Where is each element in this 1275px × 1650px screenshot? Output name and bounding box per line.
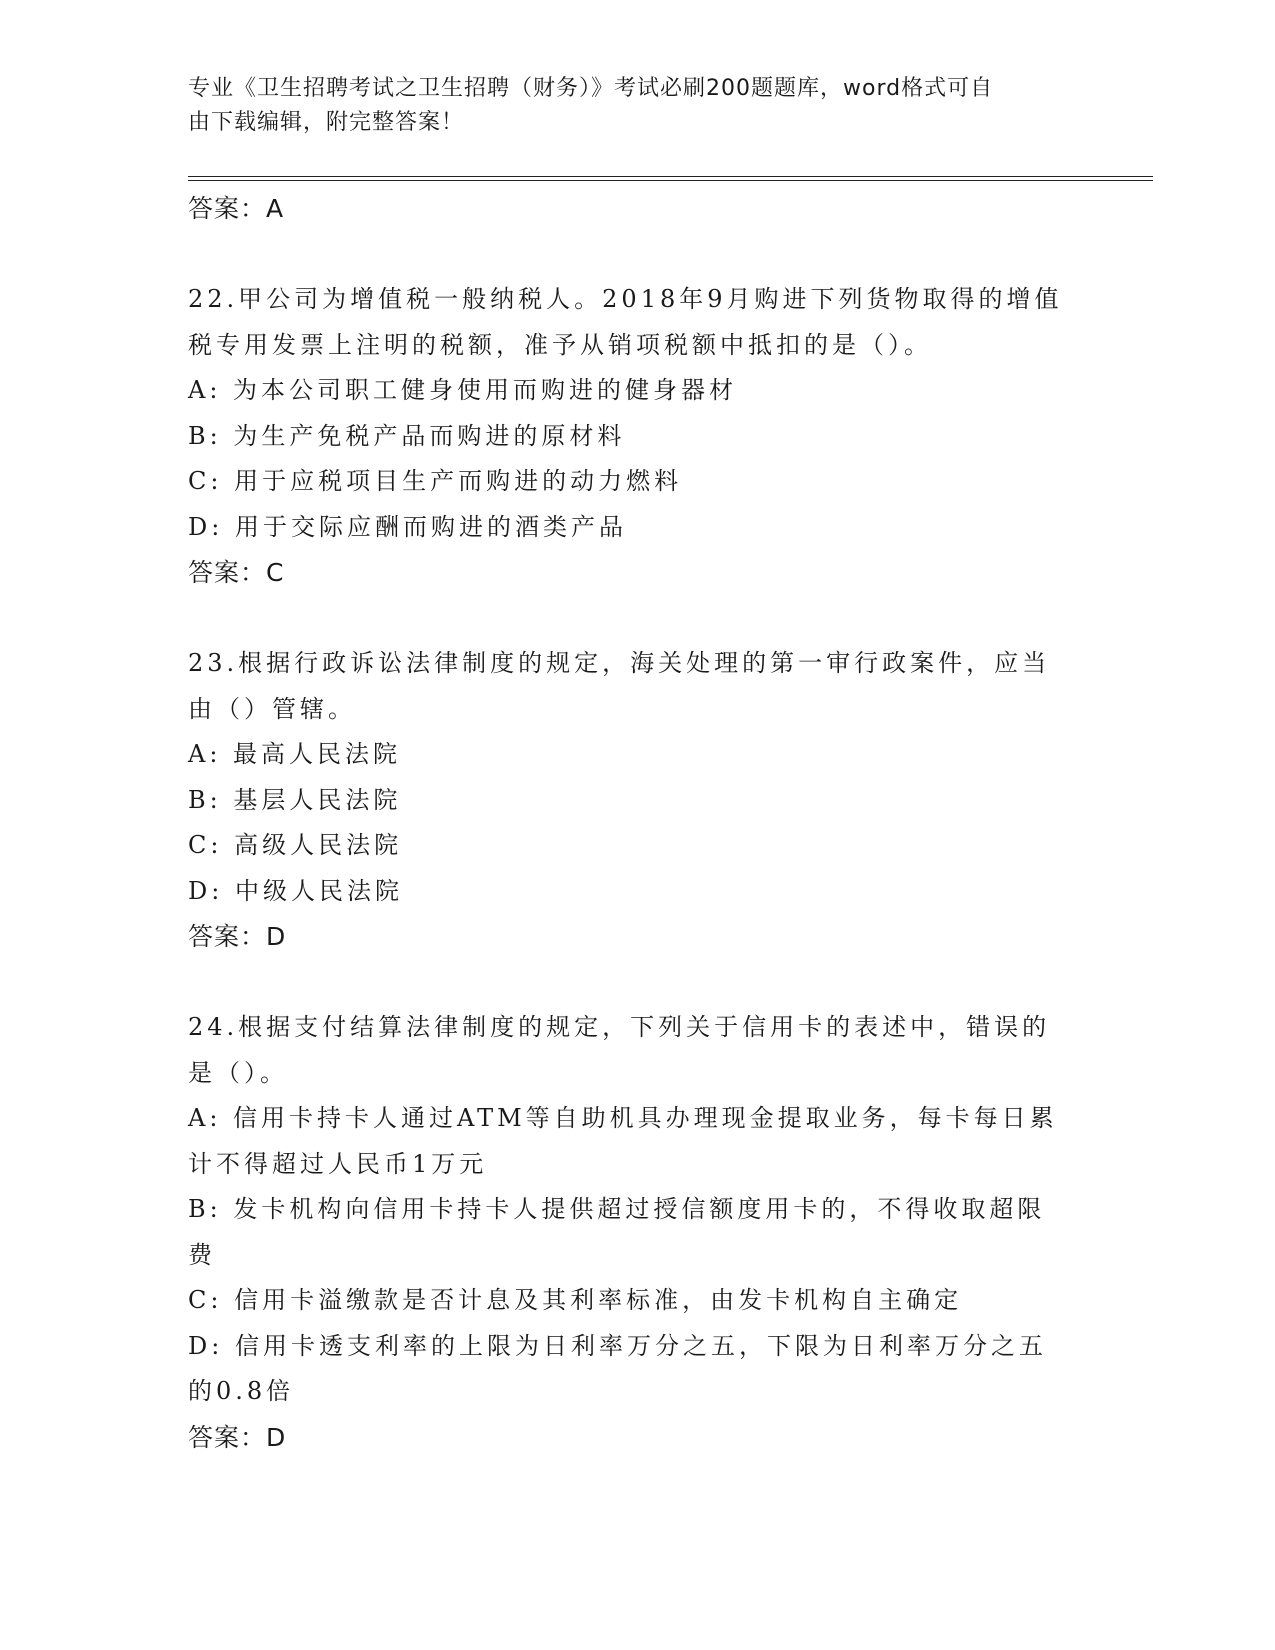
spacer xyxy=(188,960,1148,1006)
question-stem-line-2: 由（）管辖。 xyxy=(188,694,356,723)
header-divider xyxy=(188,176,1153,181)
option-a-line-2: 计不得超过人民币1万元 xyxy=(188,1149,488,1178)
answer: 答案：D xyxy=(188,1422,287,1452)
option-d-line-1: D: 信用卡透支利率的上限为日利率万分之五，下限为日利率万分之五 xyxy=(188,1331,1047,1360)
option-d-line-2: 的0.8倍 xyxy=(188,1377,295,1405)
option-a: A: 为本公司职工健身使用而购进的健身器材 xyxy=(188,376,738,404)
question-stem-line-2: 税专用发票上注明的税额，准予从销项税额中抵扣的是（）。 xyxy=(188,330,932,359)
question-stem-line-1: 22.甲公司为增值税一般纳税人。2018年9月购进下列货物取得的增值 xyxy=(188,285,1063,313)
question-24 xyxy=(188,1005,1148,1460)
document-header xyxy=(188,72,1068,140)
header-line-1: 专业《卫生招聘考试之卫生招聘（财务）》考试必刷200题题库，word格式可自 xyxy=(188,76,994,101)
spacer xyxy=(188,596,1148,642)
option-b: B: 基层人民法院 xyxy=(188,785,402,814)
option-d: D: 中级人民法院 xyxy=(188,876,403,905)
question-stem-line-1: 23.根据行政诉讼法律制度的规定，海关处理的第一审行政案件，应当 xyxy=(188,649,1051,677)
header-line-2: 由下载编辑，附完整答案！ xyxy=(188,110,465,135)
option-b: B: 为生产免税产品而购进的原材料 xyxy=(188,421,626,450)
option-b-line-1: B: 发卡机构向信用卡持卡人提供超过授信额度用卡的，不得收取超限 xyxy=(188,1195,1046,1223)
option-a-line-1: A: 信用卡持卡人通过ATM等自助机具办理现金提取业务，每卡每日累 xyxy=(188,1104,1058,1132)
question-stem-line-2: 是（）。 xyxy=(188,1058,288,1087)
question-22 xyxy=(188,277,1148,596)
question-stem-line-1: 24.根据支付结算法律制度的规定，下列关于信用卡的表述中，错误的 xyxy=(188,1013,1051,1041)
spacer xyxy=(188,232,1148,278)
answer: 答案：C xyxy=(188,558,285,587)
answer-previous: 答案：A xyxy=(188,194,285,223)
answer: 答案：D xyxy=(188,922,287,951)
question-list xyxy=(188,186,1148,1460)
option-c: C: 用于应税项目生产而购进的动力燃料 xyxy=(188,467,683,495)
option-a: A: 最高人民法院 xyxy=(188,740,402,768)
option-b-line-2: 费 xyxy=(188,1240,216,1269)
option-c: C: 高级人民法院 xyxy=(188,831,403,859)
option-c: C: 信用卡溢缴款是否计息及其利率标准，由发卡机构自主确定 xyxy=(188,1286,963,1314)
question-23 xyxy=(188,641,1148,960)
option-d: D: 用于交际应酬而购进的酒类产品 xyxy=(188,512,627,541)
